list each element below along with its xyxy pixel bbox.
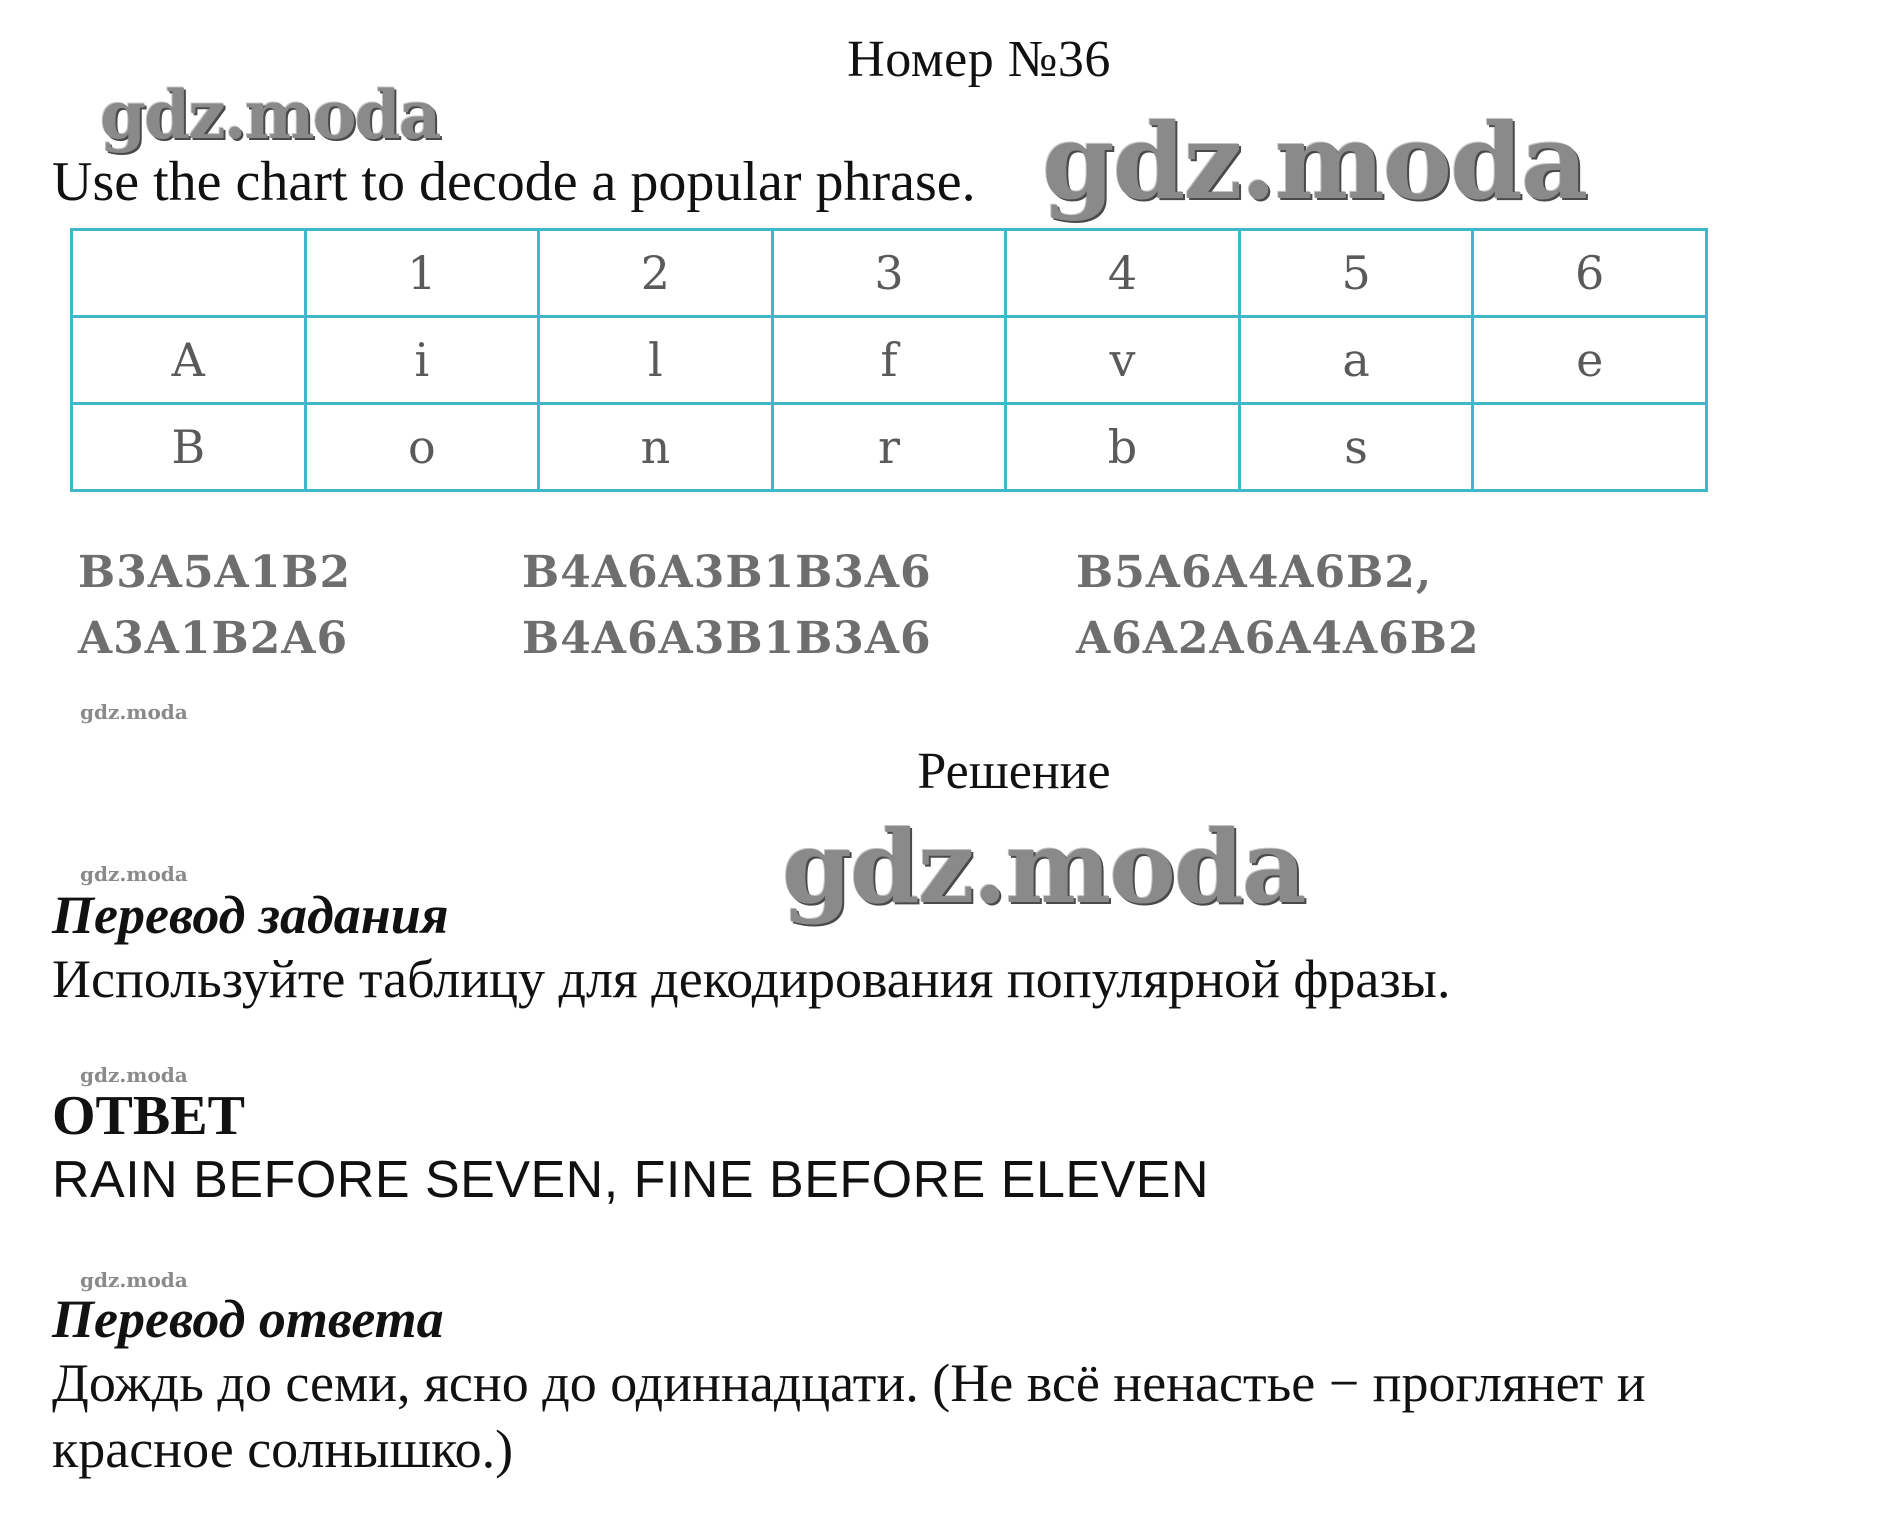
table-cell: b [1006, 404, 1240, 491]
table-row [72, 317, 1707, 404]
watermark-logo: gdz.moda [782, 808, 1305, 926]
solution-title: Решение [917, 743, 1111, 800]
translation-task-heading: Перевод задания [52, 885, 449, 945]
table-cell: 3 [772, 230, 1006, 317]
watermark-small: gdz.moda [80, 1268, 188, 1292]
page-title: Номер №36 [847, 31, 1111, 88]
table-row [72, 404, 1707, 491]
answer-text: RAIN BEFORE SEVEN, FINE BEFORE ELEVEN [52, 1151, 1209, 1209]
table-cell: v [1006, 317, 1240, 404]
table-cell: A [72, 317, 306, 404]
code-string: A6A2A6A4A6B2 [1076, 613, 1480, 664]
table-cell: 6 [1473, 230, 1707, 317]
table-cell: n [539, 404, 773, 491]
code-column [1076, 540, 1480, 672]
table-cell: s [1239, 404, 1473, 491]
table-header-row [72, 230, 1707, 317]
translation-answer-line: красное солнышко.) [52, 1419, 514, 1479]
table-cell: l [539, 317, 773, 404]
table-cell: 2 [539, 230, 773, 317]
table-cell [1473, 404, 1707, 491]
table-cell: 4 [1006, 230, 1240, 317]
cipher-table [70, 228, 1708, 492]
watermark-logo: gdz.moda [1042, 100, 1587, 223]
code-string: B3A5A1B2 [78, 547, 352, 598]
translation-answer-text [52, 1350, 1852, 1482]
answer-heading: ОТВЕТ [52, 1085, 245, 1147]
translation-task-text: Используйте таблицу для декодирования популярной фразы. [52, 949, 1451, 1009]
code-column [78, 540, 351, 672]
code-string: B5A6A4A6B2, [1076, 547, 1433, 598]
translation-answer-heading: Перевод ответа [52, 1289, 444, 1349]
table-cell: 5 [1239, 230, 1473, 317]
watermark-small: gdz.moda [80, 862, 188, 886]
table-cell: i [305, 317, 539, 404]
table-cell: r [772, 404, 1006, 491]
code-string: B4A6A3B1B3A6 [522, 547, 932, 598]
watermark-logo: gdz.moda [100, 76, 440, 154]
task-text: Use the chart to decode a popular phrase. [52, 151, 976, 213]
table-cell: f [772, 317, 1006, 404]
code-column [522, 540, 932, 672]
table-cell: o [305, 404, 539, 491]
watermark-small: gdz.moda [80, 700, 188, 724]
translation-answer-line: Дождь до семи, ясно до одиннадцати. (Не всё ненастье − проглянет и [52, 1353, 1646, 1413]
table-cell: e [1473, 317, 1707, 404]
watermark-small: gdz.moda [80, 1063, 188, 1087]
table-cell [72, 230, 306, 317]
table-cell: B [72, 404, 306, 491]
table-cell: 1 [305, 230, 539, 317]
table-cell: a [1239, 317, 1473, 404]
code-string: A3A1B2A6 [78, 613, 349, 664]
code-string: B4A6A3B1B3A6 [522, 613, 932, 664]
